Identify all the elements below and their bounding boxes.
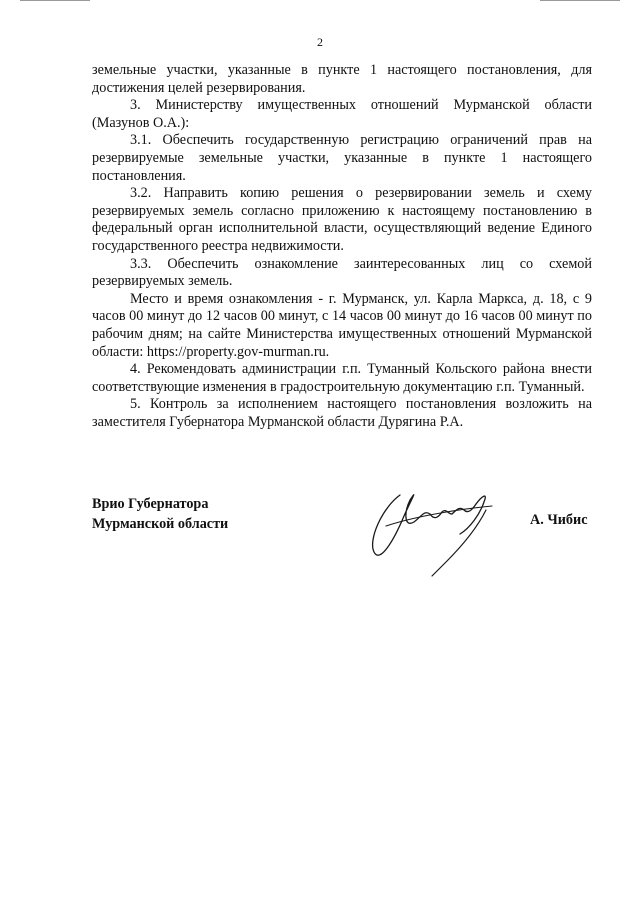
signatory-title-line-1: Врио Губернатора bbox=[92, 496, 209, 512]
signatory-name: А. Чибис bbox=[530, 512, 588, 528]
paragraph-5: 5. Контроль за исполнением настоящего постановления возложить на заместителя Губернатора Мурманской области Дурягина Р.А. bbox=[92, 396, 592, 430]
paragraph-3-2: 3.2. Направить копию решения о резервировании земель и схему резервируемых земель согласно приложению к настоящему постановлению в федеральный орган исполнительной власти, осуществляющий ведение Единого государственного реестра недвижимости. bbox=[92, 185, 592, 254]
paragraph-4: 4. Рекомендовать администрации г.п. Туманный Кольского района внести соответствующие изменения в градостроительную документацию г.п. Туманный. bbox=[92, 361, 592, 395]
document-body bbox=[92, 62, 592, 431]
signatory-title-line-2: Мурманской области bbox=[92, 516, 229, 532]
paragraph-3-1: 3.1. Обеспечить государственную регистрацию ограничений прав на резервируемые земельные участки, указанные в пункте 1 настоящего постановления. bbox=[92, 132, 592, 184]
page-number: 2 bbox=[317, 35, 323, 49]
paragraph-continuation: земельные участки, указанные в пункте 1 настоящего постановления, для достижения целей резервирования. bbox=[92, 62, 592, 96]
paragraph-place-time: Место и время ознакомления - г. Мурманск, ул. Карла Маркса, д. 18, с 9 часов 00 минут до 12 часов 00 минут, с 14 часов 00 минут до 16 часов 00 минут по рабочим дням; на сайте Министерства имущественных отношений Мурманской области: https://property.gov-murman.ru. bbox=[92, 290, 592, 360]
top-edge-line-right bbox=[540, 0, 620, 1]
paragraph-3: 3. Министерству имущественных отношений Мурманской области (Мазунов О.А.): bbox=[92, 97, 592, 131]
paragraph-3-3: 3.3. Обеспечить ознакомление заинтересованных лиц со схемой резервируемых земель. bbox=[92, 255, 592, 290]
handwritten-signature bbox=[360, 470, 510, 590]
top-edge-line-left bbox=[20, 0, 90, 1]
signatory-title bbox=[92, 494, 228, 534]
